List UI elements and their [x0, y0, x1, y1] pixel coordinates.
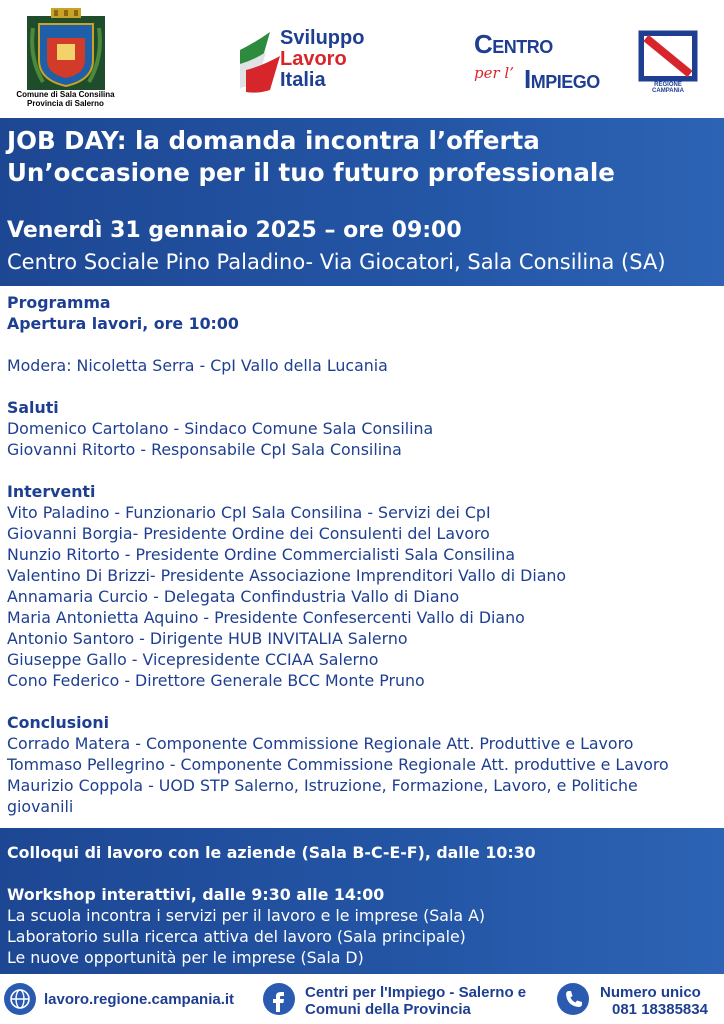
event-title-line1: JOB DAY: la domanda incontra l’offerta — [7, 126, 540, 155]
sviluppo-lavoro-italia-logo — [236, 28, 406, 98]
workshop-item: Le nuove opportunità per le imprese (Sala D) — [7, 948, 364, 967]
list-item: Tommaso Pellegrino - Componente Commissione Regionale Att. produttive e Lavoro — [7, 755, 669, 774]
list-item: Maria Antonietta Aquino - Presidente Confesercenti Vallo di Diano — [7, 608, 525, 627]
colloqui-line: Colloqui di lavoro con le aziende (Sala B-C-E-F), dalle 10:30 — [7, 843, 536, 862]
interventi-heading: Interventi — [7, 482, 96, 501]
comune-logo — [8, 8, 123, 108]
regione-shield-icon — [638, 30, 698, 82]
logo-word-sviluppo: Sviluppo — [280, 27, 365, 49]
centro-impiego-logo — [474, 30, 634, 100]
phone-number[interactable]: 081 18385834 — [612, 1001, 708, 1018]
list-item: Giovanni Ritorto - Responsabile CpI Sala Consilina — [7, 440, 402, 459]
regione-campania-logo — [638, 30, 698, 92]
comune-province: Provincia di Salerno — [27, 99, 104, 108]
logo-word-lavoro: Lavoro — [280, 48, 347, 70]
globe-icon — [4, 983, 36, 1015]
workshop-item: Laboratorio sulla ricerca attiva del lavoro (Sala principale) — [7, 927, 466, 946]
facebook-icon — [263, 983, 295, 1015]
list-item: Annamaria Curcio - Delegata Confindustria Vallo di Diano — [7, 587, 460, 606]
logo-word-italia: Italia — [280, 69, 326, 91]
comune-name: Comune di Sala Consilina — [16, 90, 115, 99]
footer — [0, 976, 724, 1024]
logo-word-centro: Centro — [474, 29, 553, 59]
logo-header — [0, 0, 724, 118]
program-opening: Apertura lavori, ore 10:00 — [7, 314, 239, 333]
workshop-heading: Workshop interattivi, dalle 9:30 alle 14:00 — [7, 885, 385, 904]
list-item: Domenico Cartolano - Sindaco Comune Sala Consilina — [7, 419, 434, 438]
flag-swoosh-icon — [236, 30, 282, 96]
list-item: Maurizio Coppola - UOD STP Salerno, Istruzione, Formazione, Lavoro, e Politiche — [7, 776, 638, 795]
list-item: Nunzio Ritorto - Presidente Ordine Commercialisti Sala Consilina — [7, 545, 516, 564]
program-section — [7, 292, 722, 817]
phone-icon — [557, 983, 589, 1015]
facebook-page-line1[interactable]: Centri per l'Impiego - Salerno e — [305, 984, 527, 1001]
list-item: Vito Paladino - Funzionario CpI Sala Consilina - Servizi dei CpI — [7, 503, 491, 522]
list-item: Cono Federico - Direttore Generale BCC Monte Pruno — [7, 671, 425, 690]
event-place: Centro Sociale Pino Paladino- Via Giocatori, Sala Consilina (SA) — [7, 250, 666, 274]
list-item: Antonio Santoro - Dirigente HUB INVITALIA Salerno — [7, 629, 408, 648]
list-item: giovanili — [7, 797, 74, 816]
saluti-heading: Saluti — [7, 398, 59, 417]
logo-word-per-l: per l’ — [474, 64, 514, 82]
regione-caption: REGIONE CAMPANIA — [652, 82, 684, 94]
event-title-line2: Un’occasione per il tuo futuro professionale — [7, 158, 615, 187]
list-item: Corrado Matera - Componente Commissione Regionale Att. Produttive e Lavoro — [7, 734, 634, 753]
logo-word-impiego: Impiego — [524, 64, 600, 94]
activities-band — [0, 828, 724, 974]
workshop-item: La scuola incontra i servizi per il lavoro e le imprese (Sala A) — [7, 906, 486, 925]
list-item: Giuseppe Gallo - Vicepresidente CCIAA Salerno — [7, 650, 379, 669]
event-date: Venerdì 31 gennaio 2025 – ore 09:00 — [7, 218, 462, 243]
program-heading: Programma — [7, 293, 111, 312]
conclusioni-heading: Conclusioni — [7, 713, 110, 732]
program-moderator: Modera: Nicoletta Serra - CpI Vallo della Lucania — [7, 356, 388, 375]
website-link[interactable]: lavoro.regione.campania.it — [44, 991, 235, 1008]
title-band — [0, 118, 724, 286]
coat-of-arms-icon — [27, 8, 105, 90]
list-item: Giovanni Borgia- Presidente Ordine dei Consulenti del Lavoro — [7, 524, 490, 543]
facebook-page-line2[interactable]: Comuni della Provincia — [305, 1001, 471, 1018]
phone-label: Numero unico — [600, 984, 701, 1001]
list-item: Valentino Di Brizzi- Presidente Associazione Imprenditori Vallo di Diano — [7, 566, 567, 585]
